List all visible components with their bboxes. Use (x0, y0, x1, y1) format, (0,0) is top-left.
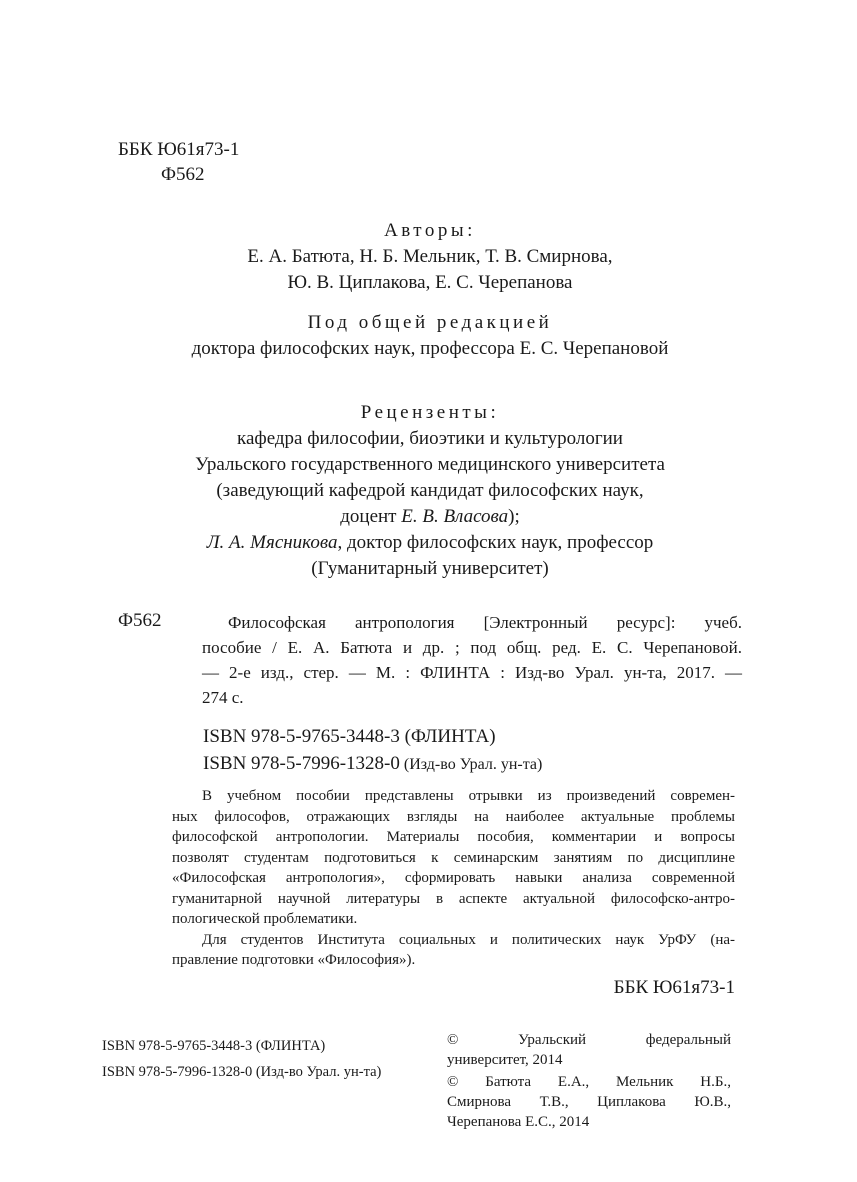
abstract-line: философской антропологии. Материалы пособия, комментарии и вопросы (172, 829, 735, 845)
reviewers-line-1: кафедра философии, биоэтики и культурологии (237, 428, 623, 449)
abstract-line: позволят студентам подготовиться к семинарским занятиям по дисциплине (172, 849, 735, 866)
isbn-flinta: ISBN 978-5-9765-3448-3 (ФЛИНТА) (203, 726, 496, 747)
catalog-entry (202, 610, 742, 710)
isbn-urfu (203, 751, 542, 778)
copyright-urfu-line-2: университет, 2014 (447, 1052, 563, 1068)
catalog-line-1: Философская антропология [Электронный ресурс]: учеб. (228, 613, 742, 632)
catalog-line-3: — 2-е изд., стер. — М. : ФЛИНТА : Изд-во Урал. ун-та, 2017. — (202, 663, 742, 682)
reviewers-line-4-post: ); (508, 506, 520, 527)
catalog-line-4: 274 с. (202, 688, 244, 707)
abstract-line: ных философов, отражающих взгляды на наиболее актуальные проблемы (172, 808, 735, 825)
reviewers-line-2: Уральского государственного медицинского университета (195, 454, 665, 475)
isbn-urfu-number: ISBN 978-5-7996-1328-0 (203, 753, 400, 774)
abstract-line: гуманитарной научной литературы в аспекте актуальной философско-антро- (172, 890, 735, 907)
copyright-block (447, 1030, 731, 1132)
abstract-bbk: ББК Ю61я73-1 (613, 976, 735, 998)
udc-code: Ф562 (161, 164, 205, 185)
footer-isbn-flinta: ISBN 978-5-9765-3448-3 (ФЛИНТА) (102, 1038, 326, 1054)
reviewers-line-4-pre: доцент (340, 506, 402, 527)
abstract-line: Для студентов Института социальных и политических наук УрФУ (на- (202, 931, 735, 948)
catalog-line-2: пособие / Е. А. Батюта и др. ; под общ. ред. Е. С. Черепановой. (202, 638, 742, 657)
reviewers-block (120, 400, 740, 582)
abstract (172, 786, 735, 1001)
abstract-line: «Философская антропология», сформировать навыки анализа современной (172, 870, 735, 886)
copyright-authors-line-3: Черепанова Е.С., 2014 (447, 1114, 590, 1130)
isbn-urfu-publisher: (Изд-во Урал. ун-та) (399, 756, 543, 773)
copyright-authors-line-1: © Батюта Е.А., Мельник Н.Б., (447, 1074, 731, 1090)
editor-heading: Под общей редакцией (307, 312, 553, 333)
reviewer-name-myasnikova: Л. А. Мясникова (206, 532, 338, 553)
editor-block (120, 310, 740, 362)
reviewers-line-6: (Гуманитарный университет) (311, 558, 549, 579)
authors-line-2: Ю. В. Циплакова, Е. С. Черепанова (287, 272, 573, 293)
catalog-code: Ф562 (118, 610, 162, 631)
authors-heading: Авторы: (384, 220, 476, 241)
authors-line-1: Е. А. Батюта, Н. Б. Мельник, Т. В. Смирнова, (247, 246, 613, 267)
bbk-header: ББК Ю61я73-1 (118, 139, 240, 160)
reviewers-line-3: (заведующий кафедрой кандидат философских наук, (216, 480, 644, 501)
reviewer-name-vlasova: Е. В. Власова (401, 506, 509, 527)
copyright-urfu-line-1: © Уральский федеральный (447, 1032, 731, 1048)
reviewers-line-4 (120, 504, 740, 530)
footer-isbn-urfu: ISBN 978-5-7996-1328-0 (Изд-во Урал. ун-та) (102, 1064, 382, 1080)
editor-line: доктора философских наук, профессора Е. С. Черепановой (191, 338, 669, 359)
copyright-authors-line-2: Смирнова Т.В., Циплакова Ю.В., (447, 1094, 731, 1110)
reviewers-line-5-post: , доктор философских наук, профессор (337, 532, 654, 553)
authors-block (120, 218, 740, 296)
abstract-line: правление подготовки «Философия»). (172, 952, 416, 968)
abstract-line: пологической проблематики. (172, 911, 358, 927)
abstract-paragraph-2 (172, 930, 735, 971)
reviewers-line-5 (120, 530, 740, 556)
reviewers-heading: Рецензенты: (360, 402, 500, 423)
abstract-line: В учебном пособии представлены отрывки из произведений современ- (202, 788, 735, 804)
abstract-paragraph-1 (172, 786, 735, 930)
